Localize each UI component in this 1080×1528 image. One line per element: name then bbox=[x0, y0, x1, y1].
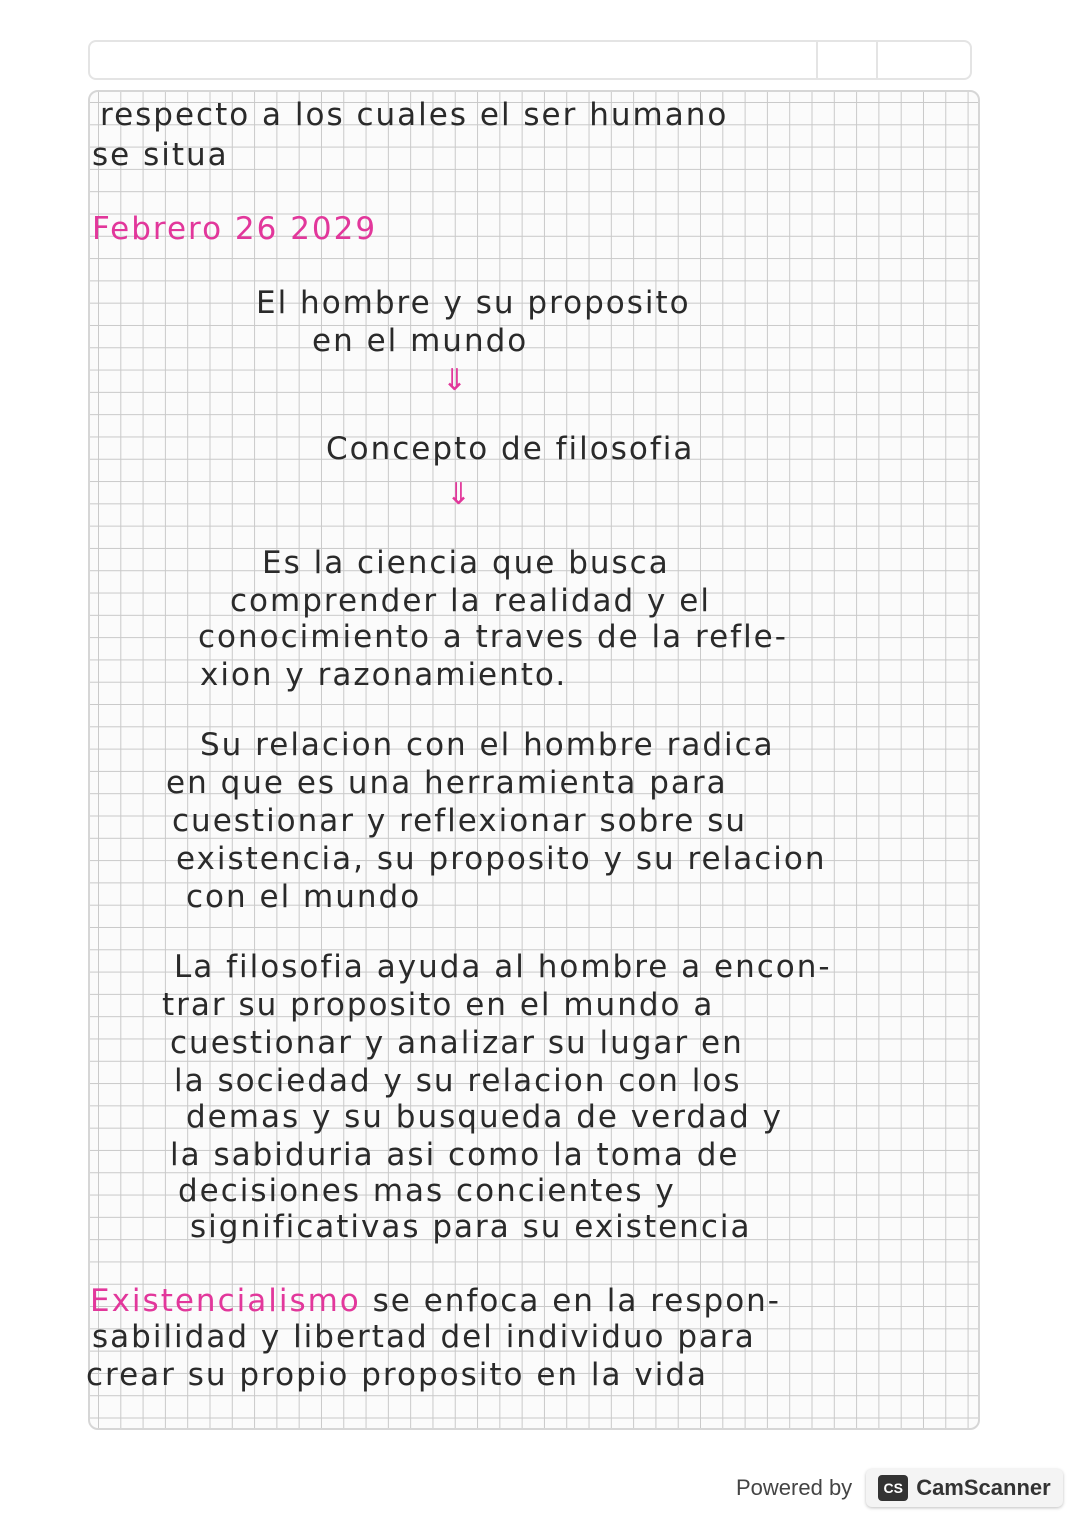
header-divider bbox=[816, 42, 818, 78]
note-help-line: la sabiduria asi como la toma de bbox=[170, 1137, 740, 1173]
note-help-line: trar su proposito en el mundo a bbox=[162, 987, 715, 1023]
note-existentialism-line: sabilidad y libertad del individuo para bbox=[92, 1319, 756, 1355]
note-title-line2: en el mundo bbox=[312, 323, 529, 359]
down-arrow-icon: ⇓ bbox=[442, 363, 468, 398]
notebook-header-strip bbox=[88, 40, 972, 80]
note-relation-line: cuestionar y reflexionar sobre su bbox=[172, 803, 748, 839]
note-help-line: demas y su busqueda de verdad y bbox=[186, 1099, 783, 1135]
note-concept-heading: Concepto de filosofia bbox=[326, 431, 695, 467]
note-help-line: decisiones mas concientes y bbox=[178, 1173, 676, 1209]
note-date: Febrero 26 2029 bbox=[92, 211, 378, 247]
note-relation-line: Su relacion con el hombre radica bbox=[200, 727, 775, 763]
note-relation-line: existencia, su proposito y su relacion bbox=[176, 841, 827, 877]
note-definition-line: xion y razonamiento. bbox=[200, 657, 568, 693]
note-title-line1: El hombre y su proposito bbox=[256, 285, 691, 321]
note-relation-line: en que es una herramienta para bbox=[166, 765, 728, 801]
camscanner-logo-icon: CS bbox=[878, 1475, 908, 1501]
camscanner-brand-name: CamScanner bbox=[916, 1475, 1051, 1500]
note-help-line: significativas para su existencia bbox=[190, 1209, 752, 1245]
note-line: respecto a los cuales el ser humano bbox=[100, 97, 729, 133]
note-definition-line: Es la ciencia que busca bbox=[262, 545, 670, 581]
camscanner-footer bbox=[736, 1466, 1063, 1510]
note-existentialism-term: Existencialismo bbox=[90, 1283, 361, 1319]
note-help-line: la sociedad y su relacion con los bbox=[174, 1063, 742, 1099]
note-help-line: cuestionar y analizar su lugar en bbox=[170, 1025, 744, 1061]
note-help-line: La filosofia ayuda al hombre a encon- bbox=[174, 949, 832, 985]
note-line: se situa bbox=[92, 137, 229, 173]
note-relation-line: con el mundo bbox=[186, 879, 422, 915]
note-definition-line: conocimiento a traves de la refle- bbox=[198, 619, 788, 655]
note-definition-line: comprender la realidad y el bbox=[230, 583, 711, 619]
powered-by-label: Powered by bbox=[736, 1475, 853, 1500]
header-divider bbox=[876, 42, 878, 78]
camscanner-badge bbox=[866, 1469, 1063, 1507]
down-arrow-icon: ⇓ bbox=[446, 477, 472, 512]
note-existentialism-line: se enfoca en la respon- bbox=[372, 1283, 781, 1319]
note-existentialism-line: crear su propio proposito en la vida bbox=[86, 1357, 709, 1393]
